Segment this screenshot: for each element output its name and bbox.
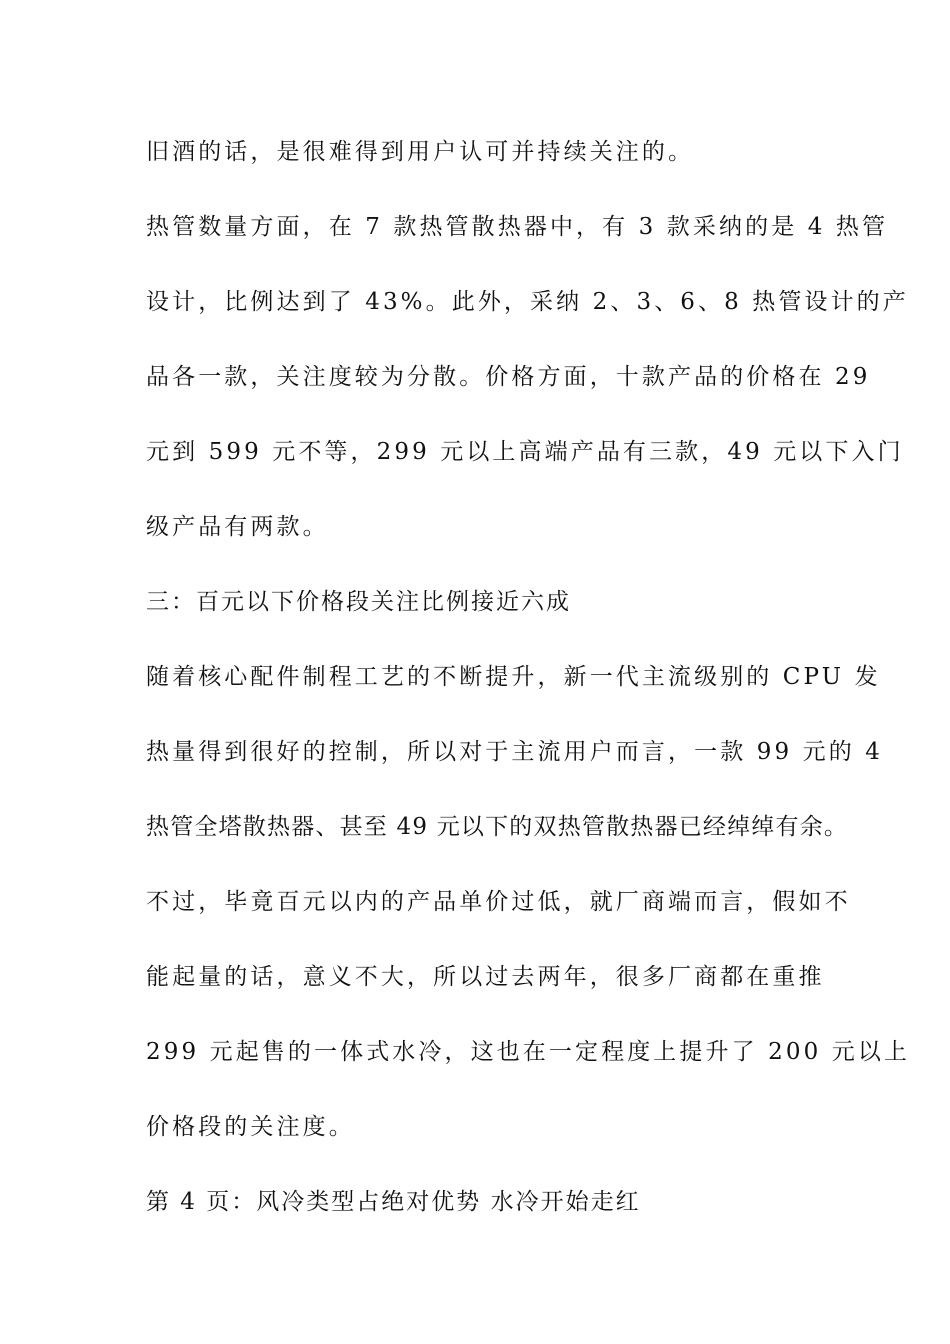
- paragraph-line-10: 不过，毕竟百元以内的产品单价过低，就厂商端而言，假如不: [146, 889, 851, 915]
- paragraph-line-11: 能起量的话，意义不大，所以过去两年，很多厂商都在重推: [146, 964, 825, 990]
- paragraph-line-6: 级产品有两款。: [146, 514, 329, 540]
- paragraph-line-1: 旧酒的话，是很难得到用户认可并持续关注的。: [146, 139, 695, 165]
- paragraph-line-4: 品各一款，关注度较为分散。价格方面，十款产品的价格在 29: [146, 364, 871, 390]
- page-4-heading: 第 4 页：风冷类型占绝对优势 水冷开始走红: [146, 1189, 641, 1215]
- paragraph-line-9: 热管全塔散热器、甚至 49 元以下的双热管散热器已经绰绰有余。: [146, 814, 849, 840]
- paragraph-line-12: 299 元起售的一体式水冷，这也在一定程度上提升了 200 元以上: [146, 1039, 911, 1065]
- paragraph-line-8: 热量得到很好的控制，所以对于主流用户而言，一款 99 元的 4: [146, 739, 883, 765]
- paragraph-line-7: 随着核心配件制程工艺的不断提升，新一代主流级别的 CPU 发: [146, 664, 881, 690]
- section-heading-3: 三：百元以下价格段关注比例接近六成: [146, 589, 571, 615]
- paragraph-line-2: 热管数量方面，在 7 款热管散热器中，有 3 款采纳的是 4 热管: [146, 214, 889, 240]
- paragraph-line-5: 元到 599 元不等，299 元以上高端产品有三款，49 元以下入门: [146, 439, 904, 465]
- paragraph-line-3: 设计，比例达到了 43%。此外，采纳 2、3、6、8 热管设计的产: [146, 289, 909, 315]
- paragraph-line-13: 价格段的关注度。: [146, 1114, 355, 1140]
